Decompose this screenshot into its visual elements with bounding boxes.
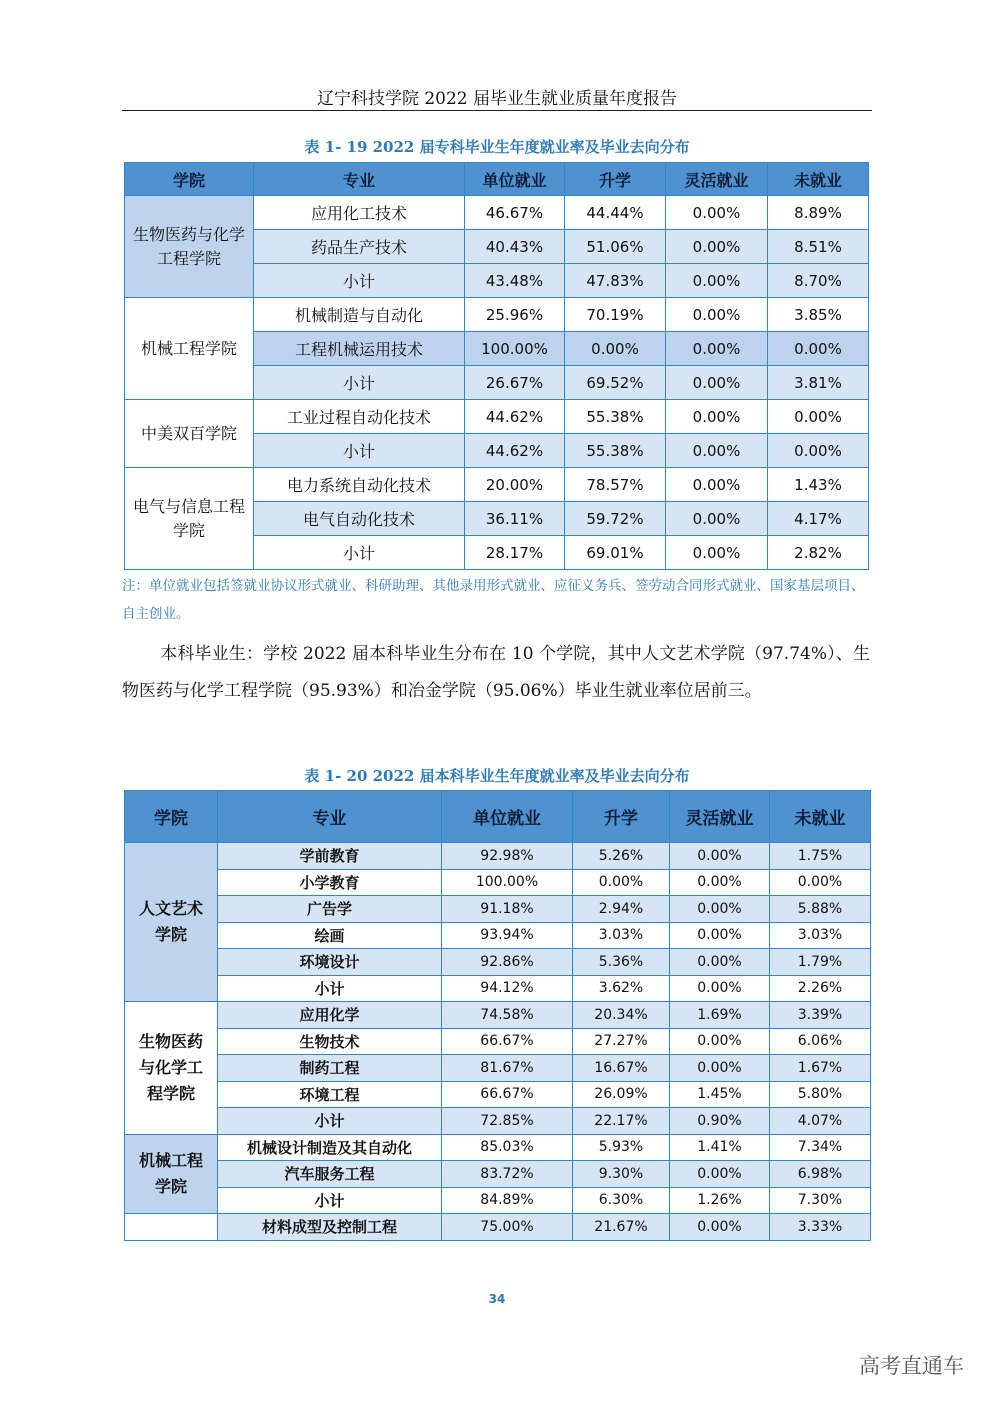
value-cell: 0.00% bbox=[666, 502, 768, 536]
value-cell: 3.39% bbox=[770, 1002, 871, 1029]
value-cell: 100.00% bbox=[442, 869, 573, 896]
value-cell: 85.03% bbox=[442, 1134, 573, 1161]
table-row bbox=[125, 843, 871, 870]
header-divider bbox=[122, 110, 872, 111]
value-cell: 4.17% bbox=[768, 502, 869, 536]
value-cell: 0.00% bbox=[670, 949, 770, 976]
table-row bbox=[125, 869, 871, 896]
value-cell: 70.19% bbox=[565, 298, 666, 332]
major-cell: 小计 bbox=[254, 366, 465, 400]
value-cell: 44.62% bbox=[465, 434, 565, 468]
value-cell: 0.00% bbox=[670, 896, 770, 923]
value-cell: 0.00% bbox=[768, 434, 869, 468]
value-cell: 72.85% bbox=[442, 1108, 573, 1135]
table-row bbox=[125, 400, 869, 434]
value-cell: 1.41% bbox=[670, 1134, 770, 1161]
value-cell: 1.45% bbox=[670, 1081, 770, 1108]
value-cell: 0.00% bbox=[666, 366, 768, 400]
major-cell: 电气自动化技术 bbox=[254, 502, 465, 536]
value-cell: 0.00% bbox=[666, 332, 768, 366]
value-cell: 44.44% bbox=[565, 196, 666, 230]
value-cell: 6.06% bbox=[770, 1028, 871, 1055]
major-cell: 环境设计 bbox=[218, 949, 442, 976]
col-unemployed: 未就业 bbox=[770, 791, 871, 843]
value-cell: 0.00% bbox=[768, 400, 869, 434]
value-cell: 8.51% bbox=[768, 230, 869, 264]
major-cell: 汽车服务工程 bbox=[218, 1161, 442, 1188]
col-further-study: 升学 bbox=[573, 791, 670, 843]
value-cell: 55.38% bbox=[565, 400, 666, 434]
value-cell: 0.00% bbox=[666, 196, 768, 230]
table2-caption: 表 1- 20 2022 届本科毕业生年度就业率及毕业去向分布 bbox=[304, 767, 690, 785]
table-row bbox=[125, 896, 871, 923]
col-employed: 单位就业 bbox=[465, 163, 565, 196]
value-cell: 83.72% bbox=[442, 1161, 573, 1188]
value-cell: 0.00% bbox=[666, 468, 768, 502]
value-cell: 25.96% bbox=[465, 298, 565, 332]
major-cell: 绘画 bbox=[218, 922, 442, 949]
value-cell: 9.30% bbox=[573, 1161, 670, 1188]
value-cell: 0.00% bbox=[670, 975, 770, 1002]
value-cell: 26.67% bbox=[465, 366, 565, 400]
college-cell: 机械工程学院 bbox=[125, 298, 254, 400]
value-cell: 3.03% bbox=[770, 922, 871, 949]
value-cell: 0.00% bbox=[768, 332, 869, 366]
value-cell: 84.89% bbox=[442, 1187, 573, 1214]
table-row bbox=[125, 1214, 871, 1241]
value-cell: 7.34% bbox=[770, 1134, 871, 1161]
table1-vocational bbox=[124, 162, 869, 570]
value-cell: 92.86% bbox=[442, 949, 573, 976]
paragraph-text: 本科毕业生：学校 2022 届本科毕业生分布在 10 个学院，其中人文艺术学院（97.74%）、生物医药与化学工程学院（95.93%）和冶金学院（95.06%）毕业生就业率位居前三。 bbox=[122, 644, 870, 701]
table-row bbox=[125, 1187, 871, 1214]
value-cell: 0.00% bbox=[670, 1055, 770, 1082]
value-cell: 28.17% bbox=[465, 536, 565, 570]
major-cell: 工业过程自动化技术 bbox=[254, 400, 465, 434]
value-cell: 0.00% bbox=[666, 400, 768, 434]
col-college: 学院 bbox=[125, 163, 254, 196]
col-major: 专业 bbox=[254, 163, 465, 196]
value-cell: 5.93% bbox=[573, 1134, 670, 1161]
value-cell: 100.00% bbox=[465, 332, 565, 366]
value-cell: 20.34% bbox=[573, 1002, 670, 1029]
page-header: 辽宁科技学院 2022 届毕业生就业质量年度报告 bbox=[316, 89, 678, 109]
major-cell: 应用化学 bbox=[218, 1002, 442, 1029]
value-cell: 22.17% bbox=[573, 1108, 670, 1135]
value-cell: 0.00% bbox=[670, 843, 770, 870]
major-cell: 小计 bbox=[218, 975, 442, 1002]
value-cell: 1.67% bbox=[770, 1055, 871, 1082]
value-cell: 46.67% bbox=[465, 196, 565, 230]
value-cell: 2.94% bbox=[573, 896, 670, 923]
table-row bbox=[125, 1081, 871, 1108]
value-cell: 40.43% bbox=[465, 230, 565, 264]
value-cell: 74.58% bbox=[442, 1002, 573, 1029]
college-cell bbox=[125, 1214, 218, 1241]
major-cell: 小学教育 bbox=[218, 869, 442, 896]
major-cell: 应用化工技术 bbox=[254, 196, 465, 230]
body-paragraph bbox=[122, 636, 870, 710]
col-unemployed: 未就业 bbox=[768, 163, 869, 196]
value-cell: 55.38% bbox=[565, 434, 666, 468]
table-row bbox=[125, 298, 869, 332]
value-cell: 0.00% bbox=[666, 264, 768, 298]
table-row bbox=[125, 196, 869, 230]
value-cell: 3.85% bbox=[768, 298, 869, 332]
value-cell: 0.00% bbox=[670, 922, 770, 949]
major-cell: 小计 bbox=[218, 1187, 442, 1214]
value-cell: 3.03% bbox=[573, 922, 670, 949]
college-cell: 机械工程学院 bbox=[125, 1134, 218, 1214]
value-cell: 6.30% bbox=[573, 1187, 670, 1214]
value-cell: 20.00% bbox=[465, 468, 565, 502]
value-cell: 0.00% bbox=[666, 536, 768, 570]
value-cell: 2.26% bbox=[770, 975, 871, 1002]
value-cell: 66.67% bbox=[442, 1028, 573, 1055]
value-cell: 0.00% bbox=[666, 298, 768, 332]
table-row bbox=[125, 975, 871, 1002]
value-cell: 91.18% bbox=[442, 896, 573, 923]
col-employed: 单位就业 bbox=[442, 791, 573, 843]
col-major: 专业 bbox=[218, 791, 442, 843]
value-cell: 27.27% bbox=[573, 1028, 670, 1055]
value-cell: 3.33% bbox=[770, 1214, 871, 1241]
value-cell: 0.00% bbox=[666, 230, 768, 264]
major-cell: 制药工程 bbox=[218, 1055, 442, 1082]
value-cell: 36.11% bbox=[465, 502, 565, 536]
value-cell: 78.57% bbox=[565, 468, 666, 502]
major-cell: 小计 bbox=[218, 1108, 442, 1135]
major-cell: 小计 bbox=[254, 536, 465, 570]
value-cell: 1.75% bbox=[770, 843, 871, 870]
value-cell: 6.98% bbox=[770, 1161, 871, 1188]
value-cell: 0.00% bbox=[670, 1161, 770, 1188]
value-cell: 5.26% bbox=[573, 843, 670, 870]
value-cell: 81.67% bbox=[442, 1055, 573, 1082]
table-row bbox=[125, 1134, 871, 1161]
page-number: 34 bbox=[488, 1292, 506, 1306]
table1-caption: 表 1- 19 2022 届专科毕业生年度就业率及毕业去向分布 bbox=[304, 138, 690, 156]
value-cell: 3.62% bbox=[573, 975, 670, 1002]
table-row bbox=[125, 922, 871, 949]
major-cell: 生物技术 bbox=[218, 1028, 442, 1055]
value-cell: 92.98% bbox=[442, 843, 573, 870]
value-cell: 5.80% bbox=[770, 1081, 871, 1108]
value-cell: 1.79% bbox=[770, 949, 871, 976]
table-row bbox=[125, 1002, 871, 1029]
value-cell: 59.72% bbox=[565, 502, 666, 536]
value-cell: 4.07% bbox=[770, 1108, 871, 1135]
value-cell: 1.69% bbox=[670, 1002, 770, 1029]
major-cell: 小计 bbox=[254, 264, 465, 298]
table1-header-row bbox=[125, 163, 869, 196]
value-cell: 69.01% bbox=[565, 536, 666, 570]
col-college: 学院 bbox=[125, 791, 218, 843]
value-cell: 5.36% bbox=[573, 949, 670, 976]
value-cell: 94.12% bbox=[442, 975, 573, 1002]
value-cell: 0.90% bbox=[670, 1108, 770, 1135]
major-cell: 工程机械运用技术 bbox=[254, 332, 465, 366]
table-row bbox=[125, 1161, 871, 1188]
table-row bbox=[125, 949, 871, 976]
value-cell: 47.83% bbox=[565, 264, 666, 298]
value-cell: 3.81% bbox=[768, 366, 869, 400]
college-cell: 电气与信息工程学院 bbox=[125, 468, 254, 570]
col-flexible: 灵活就业 bbox=[670, 791, 770, 843]
value-cell: 0.00% bbox=[770, 869, 871, 896]
value-cell: 16.67% bbox=[573, 1055, 670, 1082]
value-cell: 5.88% bbox=[770, 896, 871, 923]
major-cell: 机械制造与自动化 bbox=[254, 298, 465, 332]
value-cell: 75.00% bbox=[442, 1214, 573, 1241]
table1-note: 注：单位就业包括签就业协议形式就业、科研助理、其他录用形式就业、应征义务兵、签劳动合同形式就业、国家基层项目、自主创业。 bbox=[122, 578, 865, 622]
table-row bbox=[125, 1055, 871, 1082]
table-row bbox=[125, 1028, 871, 1055]
value-cell: 0.00% bbox=[670, 1214, 770, 1241]
major-cell: 小计 bbox=[254, 434, 465, 468]
college-cell: 生物医药与化学工程学院 bbox=[125, 196, 254, 298]
value-cell: 7.30% bbox=[770, 1187, 871, 1214]
value-cell: 66.67% bbox=[442, 1081, 573, 1108]
value-cell: 0.00% bbox=[565, 332, 666, 366]
major-cell: 电力系统自动化技术 bbox=[254, 468, 465, 502]
table-row bbox=[125, 468, 869, 502]
value-cell: 0.00% bbox=[573, 869, 670, 896]
value-cell: 1.43% bbox=[768, 468, 869, 502]
major-cell: 广告学 bbox=[218, 896, 442, 923]
value-cell: 26.09% bbox=[573, 1081, 670, 1108]
col-flexible: 灵活就业 bbox=[666, 163, 768, 196]
value-cell: 93.94% bbox=[442, 922, 573, 949]
major-cell: 机械设计制造及其自动化 bbox=[218, 1134, 442, 1161]
value-cell: 1.26% bbox=[670, 1187, 770, 1214]
college-cell: 生物医药与化学工程学院 bbox=[125, 1002, 218, 1135]
value-cell: 69.52% bbox=[565, 366, 666, 400]
value-cell: 44.62% bbox=[465, 400, 565, 434]
value-cell: 8.89% bbox=[768, 196, 869, 230]
table-row bbox=[125, 1108, 871, 1135]
value-cell: 21.67% bbox=[573, 1214, 670, 1241]
major-cell: 环境工程 bbox=[218, 1081, 442, 1108]
major-cell: 材料成型及控制工程 bbox=[218, 1214, 442, 1241]
value-cell: 0.00% bbox=[670, 1028, 770, 1055]
college-cell: 中美双百学院 bbox=[125, 400, 254, 468]
major-cell: 学前教育 bbox=[218, 843, 442, 870]
college-cell: 人文艺术学院 bbox=[125, 843, 218, 1002]
col-further-study: 升学 bbox=[565, 163, 666, 196]
value-cell: 51.06% bbox=[565, 230, 666, 264]
value-cell: 0.00% bbox=[666, 434, 768, 468]
table2-undergraduate bbox=[124, 790, 871, 1241]
value-cell: 2.82% bbox=[768, 536, 869, 570]
value-cell: 43.48% bbox=[465, 264, 565, 298]
value-cell: 8.70% bbox=[768, 264, 869, 298]
value-cell: 0.00% bbox=[670, 869, 770, 896]
watermark: 高考直通车 bbox=[859, 1354, 964, 1378]
table2-header-row bbox=[125, 791, 871, 843]
major-cell: 药品生产技术 bbox=[254, 230, 465, 264]
